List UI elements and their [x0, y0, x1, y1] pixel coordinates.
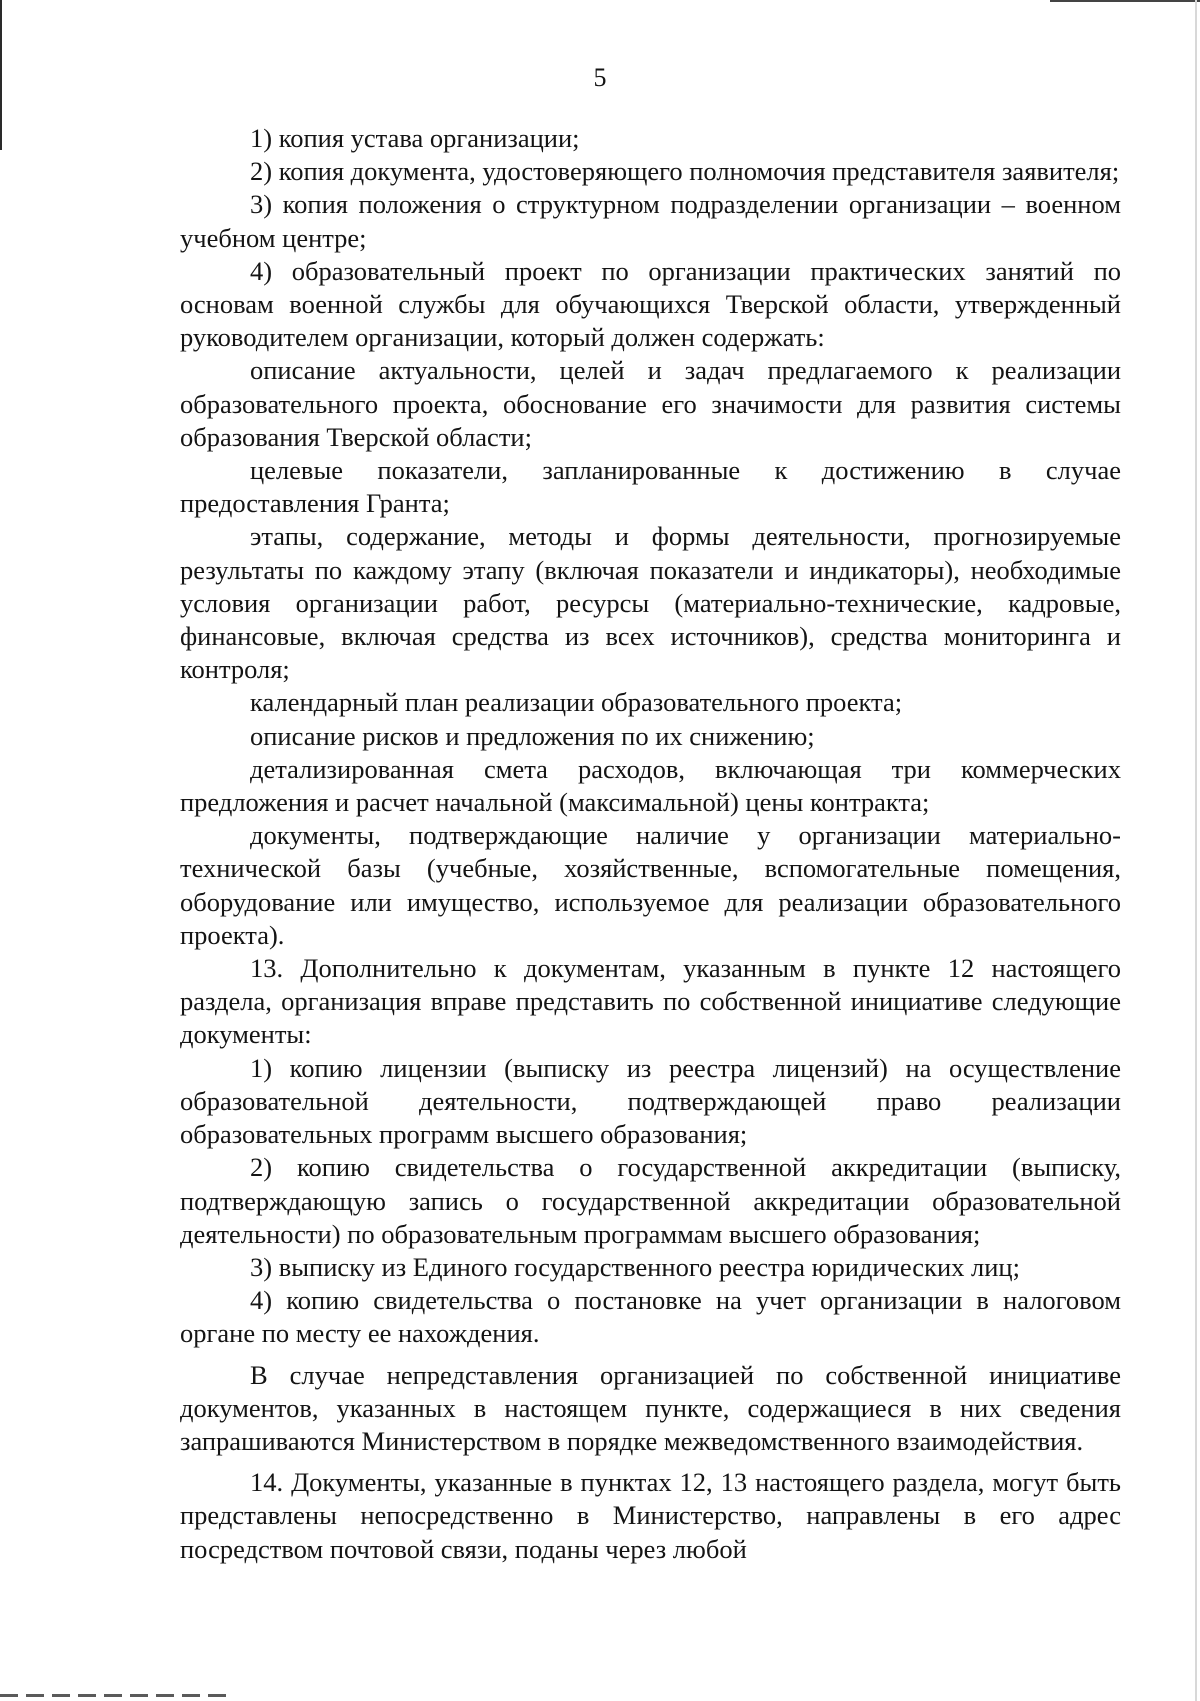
paragraph-calendar-plan: календарный план реализации образовательного проекта;: [250, 687, 903, 718]
paragraph-target-indicators: целевые показатели, запланированные к достижению в случае предоставления Гранта;: [180, 455, 1121, 519]
paragraph-charter-copy: 1) копия устава организации;: [250, 123, 580, 153]
scan-edge-bottom: [0, 1694, 230, 1697]
paragraph-accreditation-copy: 2) копию свидетельства о государственной аккредитации (выписку, подтверждающую запись о государственной аккредитации образовательной деятельности) по образовательным программам высшего образования;: [180, 1152, 1121, 1249]
paragraph-training-center-regulation: 3) копия положения о структурном подразделении организации – военном учебном центре;: [180, 189, 1121, 253]
paragraph-tax-registration: 4) копию свидетельства о постановке на учет организации в налоговом органе по месту ее нахождения.: [180, 1285, 1121, 1349]
document-body: [180, 122, 1121, 1566]
paragraph-relevance-description: описание актуальности, целей и задач предлагаемого к реализации образовательного проекта, обоснование его значимости для развития системы образования Тверской области;: [180, 355, 1121, 452]
paragraph-risks: описание рисков и предложения по их снижению;: [250, 720, 815, 751]
paragraph-material-base: документы, подтверждающие наличие у организации материально-технической базы (учебные, хозяйственные, вспомогательные помещения, оборудование или имущество, используемое для реализации образовательного проекта).: [180, 820, 1121, 950]
paragraph-authority-document: 2) копия документа, удостоверяющего полномочия представителя заявителя;: [250, 156, 1120, 187]
page-number: 5: [593, 63, 607, 92]
paragraph-registry-extract: 3) выписку из Единого государственного реестра юридических лиц;: [250, 1251, 1020, 1282]
paragraph-license-copy: 1) копию лицензии (выписку из реестра лицензий) на осуществление образовательной деятельности, подтверждающей право реализации образовательных программ высшего образования;: [180, 1052, 1121, 1150]
paragraph-cost-estimate: детализированная смета расходов, включающая три коммерческих предложения и расчет начальной (максимальной) цены контракта;: [180, 753, 1121, 818]
scan-edge-top: [1050, 0, 1200, 2]
paragraph-interagency-request: В случае непредставления организацией по собственной инициативе документов, указанных в настоящем пункте, содержащиеся в них сведения запрашиваются Министерством в порядке межведомственного взаимодействия.: [180, 1359, 1121, 1456]
paragraph-educational-project: 4) образовательный проект по организации практических занятий по основам военной службы для обучающихся Тверской области, утвержденный руководителем организации, который должен содержать:: [180, 255, 1121, 353]
paragraph-stages: этапы, содержание, методы и формы деятельности, прогнозируемые результаты по каждому этапу (включая показатели и индикаторы), необходимые условия организации работ, ресурсы (материально-технические, кадровые, финансовые, включая средства из всех источников), средства мониторинга и контроля;: [180, 521, 1121, 685]
scan-edge-right: [1195, 0, 1197, 1701]
paragraph-section-13: 13. Дополнительно к документам, указанным в пункте 12 настоящего раздела, организация вправе представить по собственной инициативе следующие документы:: [180, 953, 1121, 1050]
paragraph-section-14: 14. Документы, указанные в пунктах 12, 13 настоящего раздела, могут быть представлены непосредственно в Министерство, направлены в его адрес посредством почтовой связи, поданы через любой: [180, 1467, 1121, 1564]
